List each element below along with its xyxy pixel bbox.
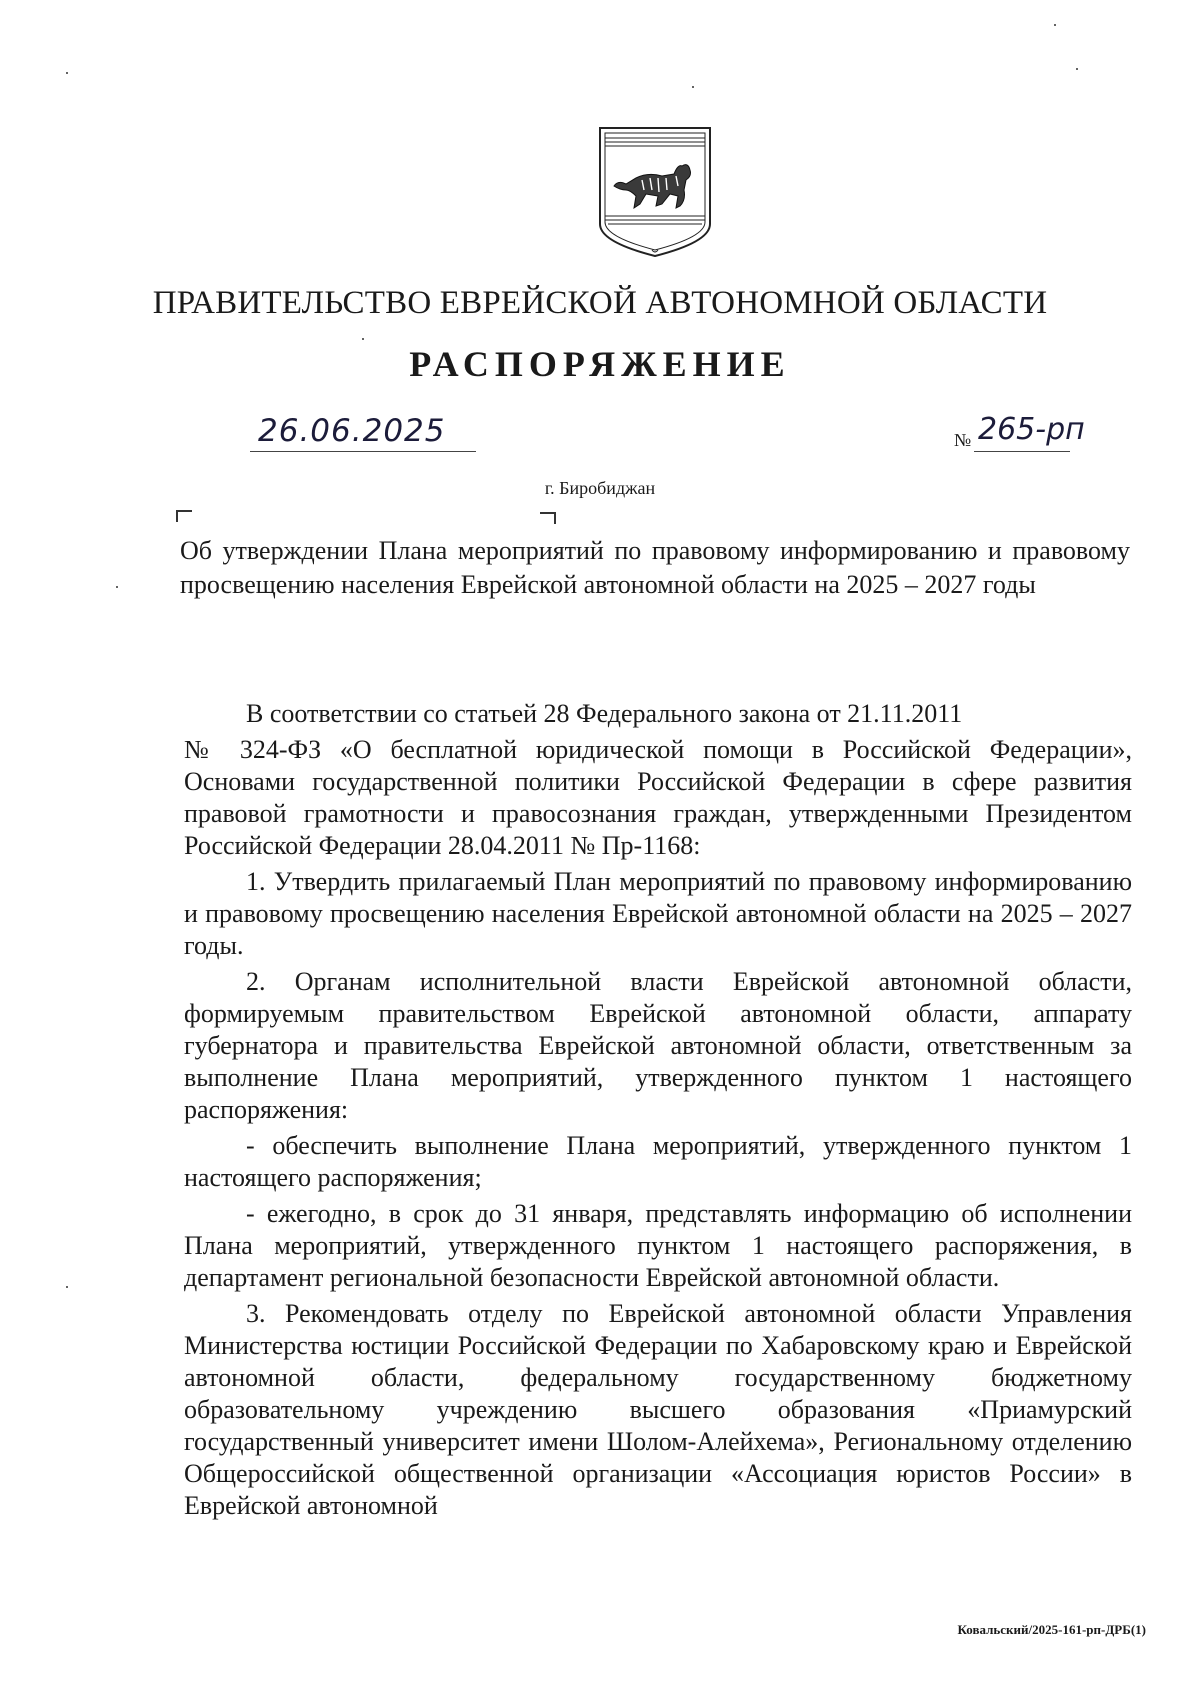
document-code: Ковальский/2025-161-рп-ДРБ(1) [957, 1622, 1146, 1637]
document-subject: Об утверждении Плана мероприятий по правовому информированию и правовому просвещению населения Еврейской автономной области на 2025 – 2027 годы [180, 536, 1130, 599]
clause-3: 3. Рекомендовать отделу по Еврейской автономной области Управления Министерства юстиции Российской Федерации по Хабаровскому краю и Еврейской автономной области, федеральному государственному бюджетному образовательному учреждению высшего образования «Приамурский государственный университет имени Шолом-Алейхема», Региональному отделению Общероссийской общественной организации «Ассоциация юристов России» в Еврейской автономной [184, 1299, 1132, 1520]
coat-of-arms-tiger-icon [596, 124, 714, 260]
scan-speck [1076, 68, 1078, 70]
scan-speck [66, 72, 68, 74]
preamble-paragraph: № 324-ФЗ «О бесплатной юридической помощи в Российской Федерации», Основами государственной политики Российской Федерации в сфере развития правовой грамотности и правосознания граждан, утвержденными Президентом Российской Федерации 28.04.2011 № Пр-1168: [184, 735, 1132, 860]
scan-speck [116, 586, 118, 588]
handwritten-date: 26.06.2025 [258, 413, 446, 449]
preamble-first-line: В соответствии со статьей 28 Федерального закона от 21.11.2011 [246, 699, 963, 728]
clause-2: 2. Органам исполнительной власти Еврейской автономной области, формируемым правительством Еврейской автономной области, аппарату губернатора и правительства Еврейской автономной области, ответственным за выполнение Плана мероприятий, утвержденного пунктом 1 настоящего распоряжения: [184, 967, 1132, 1124]
handwritten-number: 265-рп [978, 412, 1085, 447]
subject-bracket-right [540, 512, 556, 524]
scan-speck [66, 1286, 68, 1288]
subject-bracket-left [176, 510, 192, 522]
document-type-title: РАСПОРЯЖЕНИЕ [409, 344, 791, 384]
scan-speck [1054, 24, 1056, 26]
date-underline [250, 451, 476, 452]
clause-2-bullet-2: - ежегодно, в срок до 31 января, представлять информацию об исполнении Плана мероприятий, утвержденного пунктом 1 настоящего распоряжения, в департамент региональной безопасности Еврейской автономной области. [184, 1199, 1132, 1292]
clause-1: 1. Утвердить прилагаемый План мероприятий по правовому информированию и правовому просвещению населения Еврейской автономной области на 2025 – 2027 годы. [184, 867, 1132, 960]
number-underline [974, 451, 1070, 452]
scan-speck [692, 86, 694, 88]
document-body [184, 698, 1132, 1522]
government-title: ПРАВИТЕЛЬСТВО ЕВРЕЙСКОЙ АВТОНОМНОЙ ОБЛАСТИ [152, 285, 1048, 321]
scan-speck [362, 338, 364, 340]
number-label: № [954, 430, 972, 450]
clause-2-bullet-1: - обеспечить выполнение Плана мероприятий, утвержденного пунктом 1 настоящего распоряжения; [184, 1131, 1132, 1192]
city-name: г. Биробиджан [544, 478, 656, 498]
